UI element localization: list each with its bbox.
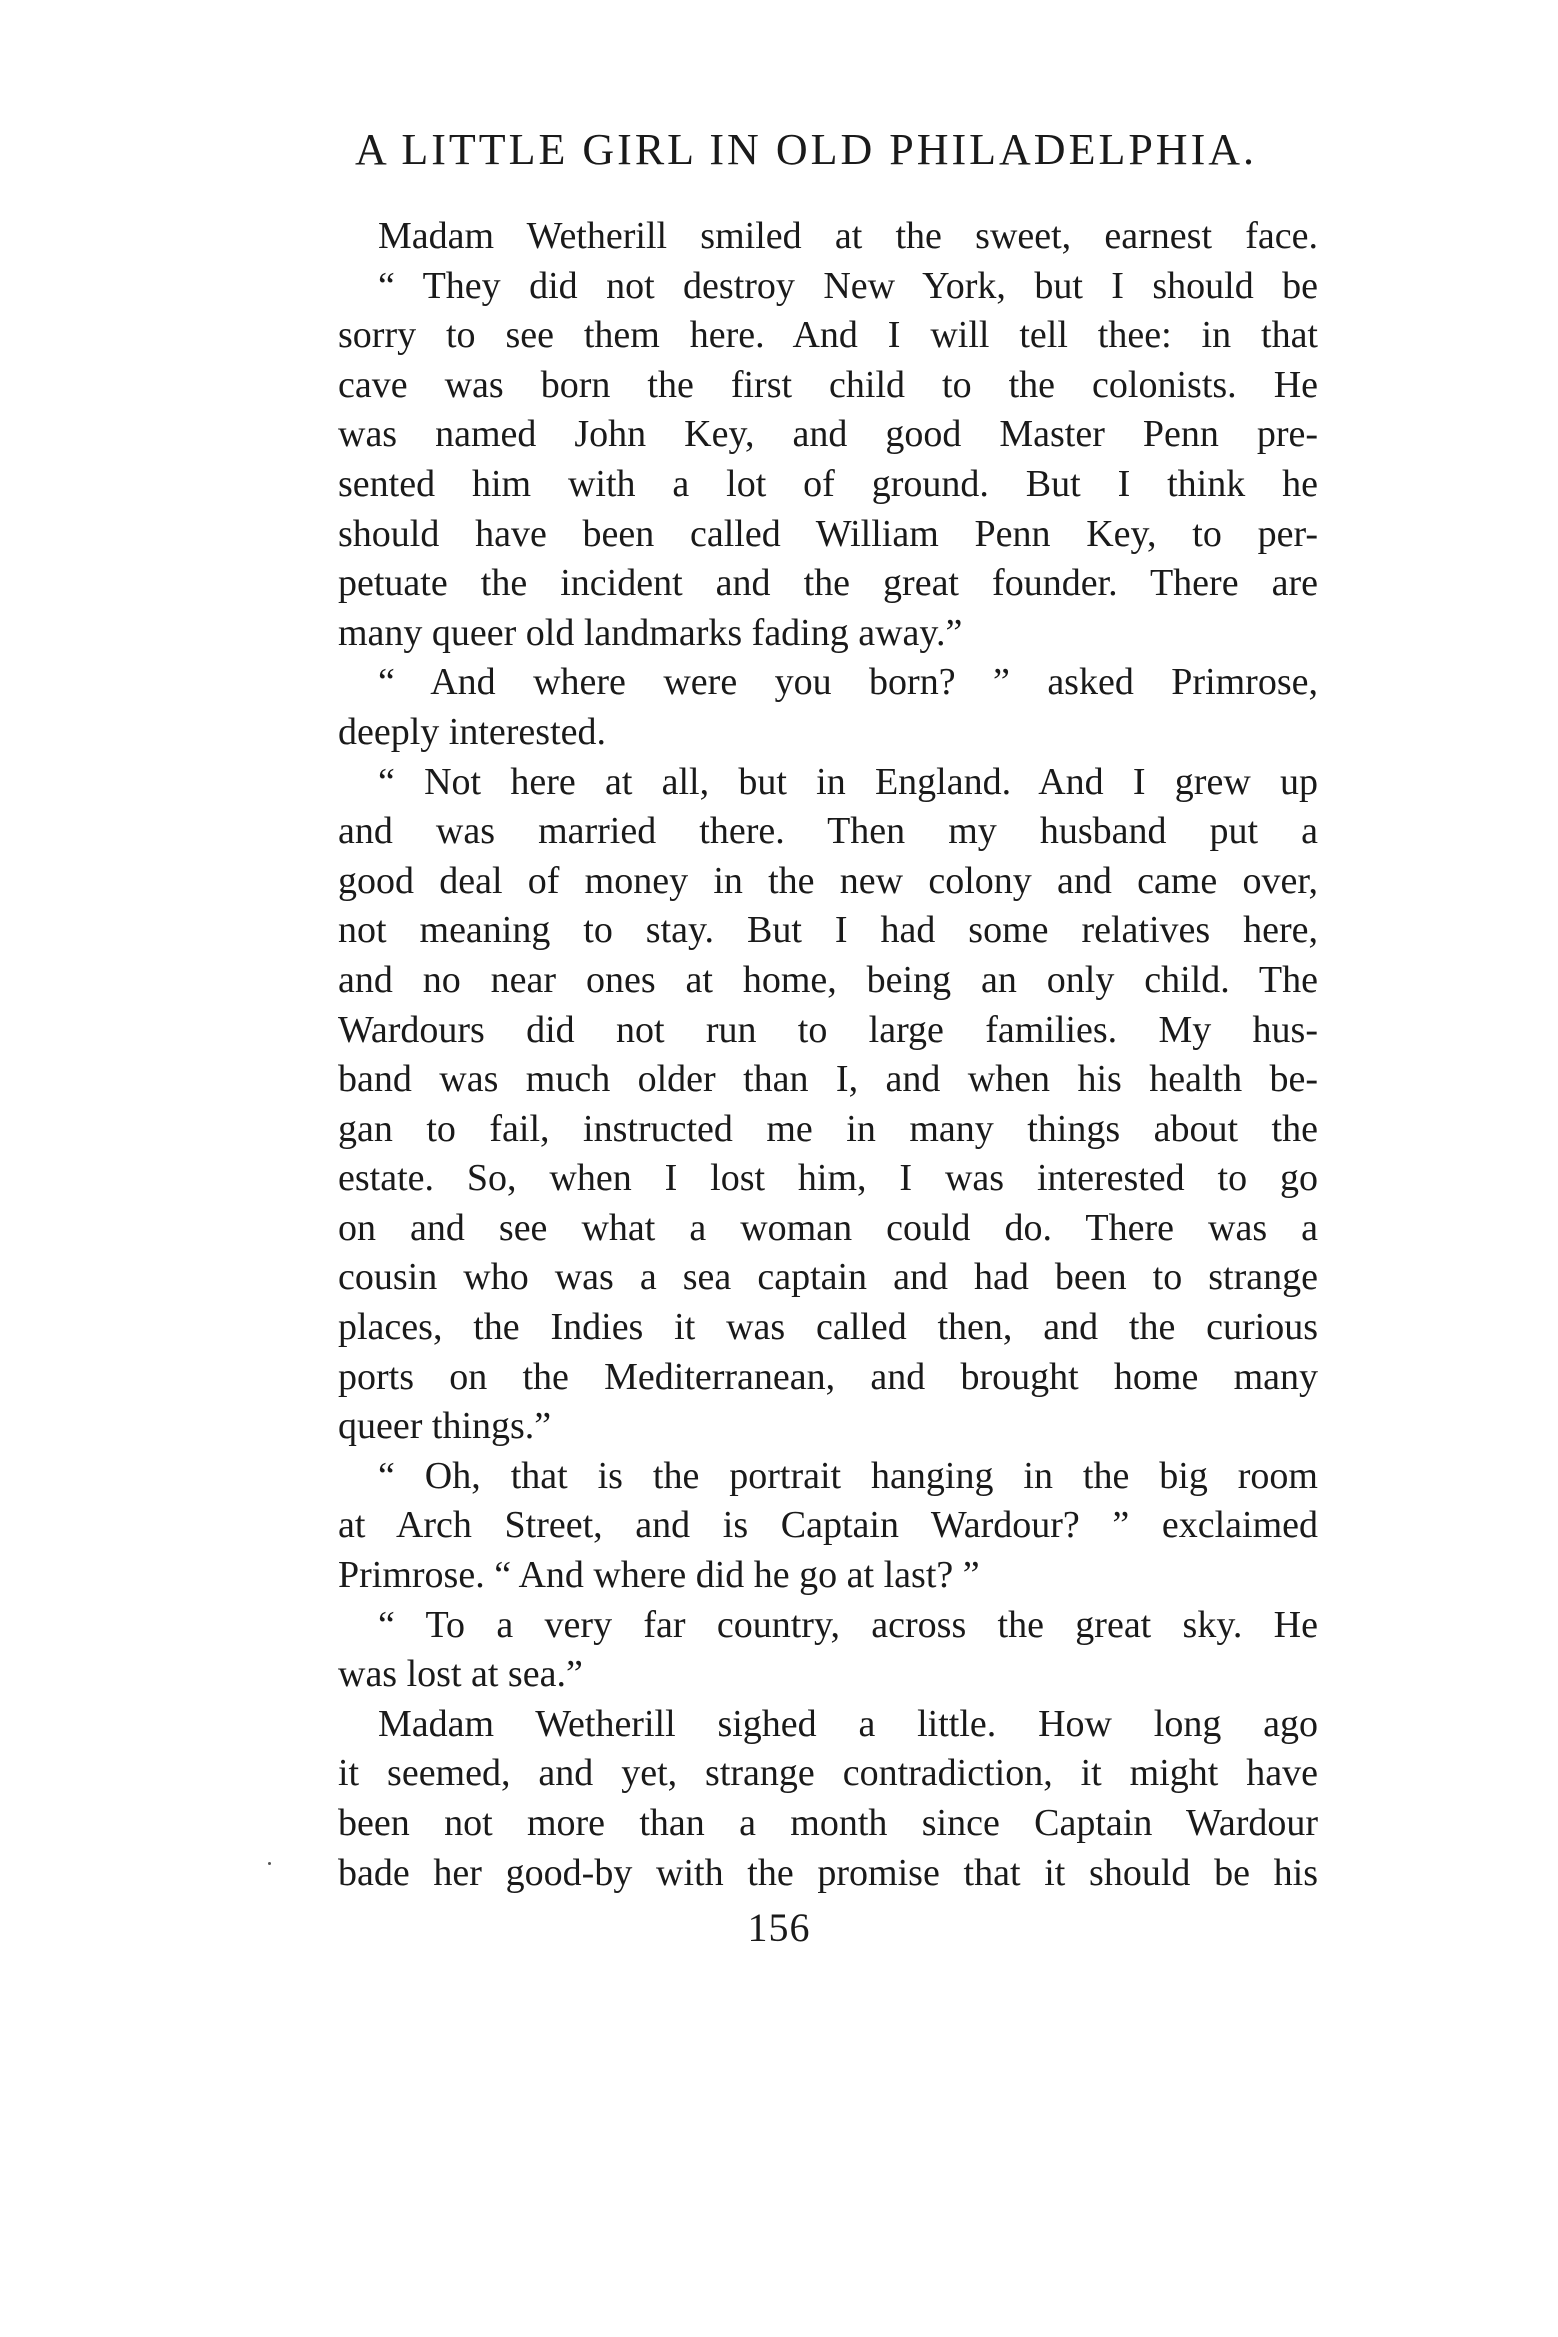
text-line: Wardours did not run to large families. My hus-: [338, 1008, 1318, 1051]
text-line: should have been called William Penn Key, to per-: [338, 512, 1318, 555]
text-line: and no near ones at home, being an only child. The: [338, 958, 1318, 1001]
text-line: was lost at sea.”: [338, 1653, 583, 1696]
text-line: Madam Wetherill sighed a little. How long ago: [378, 1702, 1318, 1745]
print-speck: [268, 1862, 271, 1865]
text-line: “ They did not destroy New York, but I should be: [378, 264, 1318, 307]
text-line: sented him with a lot of ground. But I think he: [338, 462, 1318, 505]
page-number: 156: [747, 1905, 811, 1950]
text-line: cousin who was a sea captain and had been to strange: [338, 1256, 1318, 1299]
text-line: cave was born the first child to the colonists. He: [338, 363, 1318, 406]
running-head: A LITTLE GIRL IN OLD PHILADELPHIA.: [355, 125, 1258, 174]
text-line: “ Oh, that is the portrait hanging in the big room: [378, 1454, 1318, 1497]
text-line: been not more than a month since Captain Wardour: [338, 1802, 1318, 1844]
text-line: “ Not here at all, but in England. And I grew up: [378, 760, 1318, 803]
text-line: queer things.”: [338, 1405, 552, 1448]
text-line: Primrose. “ And where did he go at last? ”: [338, 1554, 980, 1597]
text-line: at Arch Street, and is Captain Wardour? ” exclaimed: [338, 1504, 1318, 1547]
text-line: bade her good-by with the promise that it should be his: [338, 1851, 1318, 1894]
text-line: Madam Wetherill smiled at the sweet, earnest face.: [378, 215, 1318, 257]
text-line: petuate the incident and the great founder. There are: [338, 562, 1318, 605]
body-text: [338, 212, 1318, 1898]
text-line: not meaning to stay. But I had some relatives here,: [338, 909, 1318, 952]
text-line: it seemed, and yet, strange contradiction, it might have: [338, 1752, 1318, 1795]
text-line: and was married there. Then my husband put a: [338, 810, 1318, 853]
text-line: “ To a very far country, across the great sky. He: [378, 1603, 1318, 1646]
text-line: “ And where were you born? ” asked Primrose,: [378, 661, 1318, 704]
text-line: sorry to see them here. And I will tell thee: in that: [338, 314, 1318, 357]
text-line: band was much older than I, and when his health be-: [338, 1058, 1318, 1101]
text-line: gan to fail, instructed me in many things about the: [338, 1107, 1318, 1150]
text-line: estate. So, when I lost him, I was interested to go: [338, 1157, 1318, 1200]
text-line: on and see what a woman could do. There was a: [338, 1206, 1318, 1249]
text-line: was named John Key, and good Master Penn pre-: [338, 413, 1318, 456]
text-line: good deal of money in the new colony and came over,: [338, 859, 1318, 902]
text-line: places, the Indies it was called then, and the curious: [338, 1306, 1318, 1349]
text-line: many queer old landmarks fading away.”: [338, 611, 963, 654]
text-line: deeply interested.: [338, 710, 607, 753]
text-line: ports on the Mediterranean, and brought home many: [338, 1355, 1318, 1398]
